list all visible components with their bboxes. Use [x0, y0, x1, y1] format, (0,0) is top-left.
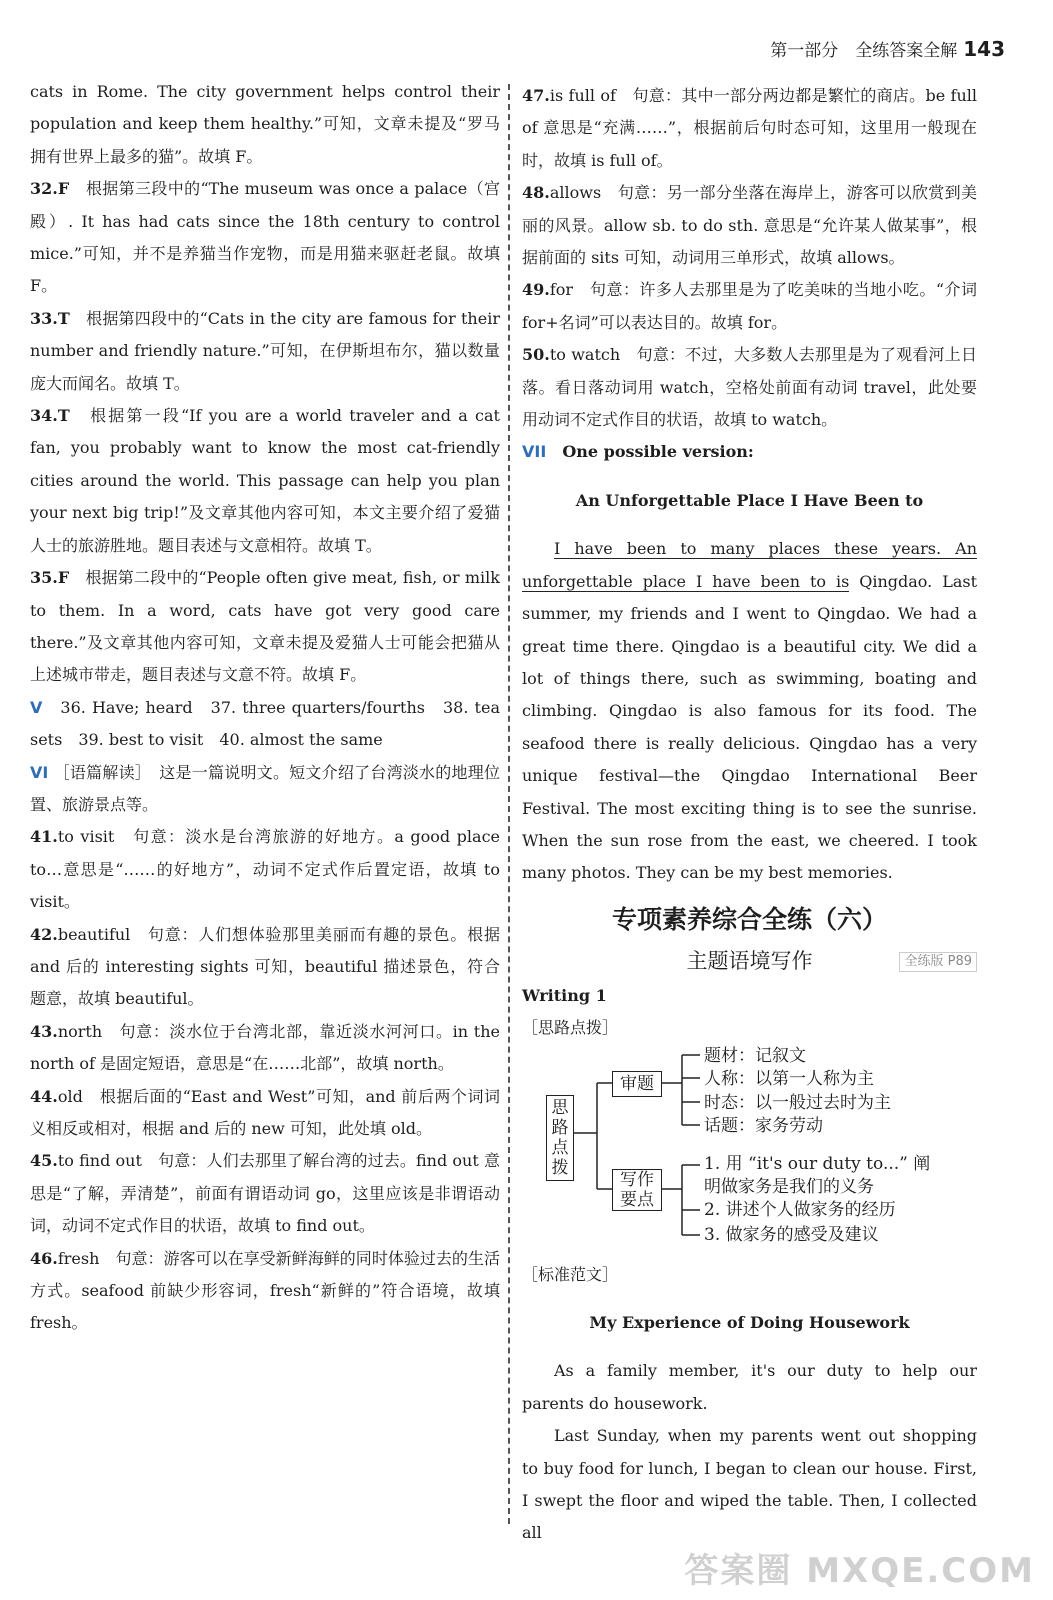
essay-underlined-text: I have been to many places these years. An unforgettable place I have been to is — [522, 539, 977, 591]
column-divider — [508, 84, 510, 1524]
writing-label: Writing 1 — [522, 985, 607, 1005]
header-title: 第一部分 全练答案全解 — [770, 41, 958, 61]
item-answer: to find out — [57, 1151, 142, 1171]
item-number: 33.T — [30, 308, 70, 328]
essay-rest-text: Qingdao. Last summer, my friends and I went to Qingdao. We had a great time there. Qingdao is a beautiful city. We did a lot of things there, such as swimming, boating and climbing. Qingdao is also famous for its food. The seafood there is really delicious. Qingdao has a very unique festival—the Qingdao International Beer Festival. The most exciting thing is to see the sunrise. When the sun rose from the east, we cheered. I took many photos. They can be my best memories. — [522, 571, 977, 883]
item-answer: north — [57, 1021, 103, 1041]
item-text: 句意：游客可以在享受新鲜海鲜的同时体验过去的生活方式。seafood 前缺少形容词，fresh“新鲜的”符合语境，故填 fresh。 — [30, 1248, 500, 1333]
answer-item-44 — [30, 1081, 500, 1146]
answer-item-35 — [30, 562, 500, 692]
section-v-text: 36. Have; heard 37. three quarters/fourths 38. tea sets 39. best to visit 40. almost the same — [30, 697, 500, 750]
answer-item-32 — [30, 173, 500, 303]
item-answer: to visit — [57, 827, 115, 847]
mindmap-branch-review: 审题 — [612, 1071, 662, 1097]
model-paragraph-1: As a family member, it's our duty to help our parents do housework. — [522, 1361, 977, 1413]
section-vii-text: One possible version: — [562, 442, 754, 462]
mindmap-leaf: 1. 用 “it's our duty to...” 阐明做家务是我们的义务 — [704, 1153, 931, 1197]
item-text: 根据后面的“East and West”可知，and 前后两个词词义相反或相对，根据 and 后的 new 可知，此处填 old。 — [30, 1086, 500, 1138]
section-title: 专项素养综合全练（六） — [611, 904, 887, 934]
section-vii — [522, 436, 977, 468]
item-text: 根据第三段中的“The museum was once a palace（宫殿）. It has had cats since the 18th century to control mice.”可知，并不是养猫当作宠物，而是用猫来驱赶老鼠。故填 F。 — [30, 179, 500, 296]
answer-item-45 — [30, 1145, 500, 1242]
page-header — [770, 36, 1005, 61]
section-v — [30, 692, 500, 757]
answer-item-34 — [30, 400, 500, 562]
left-column — [30, 76, 500, 1340]
intro-paragraph: cats in Rome. The city government helps control their population and keep them healthy.”可知，文章未提及“罗马拥有世界上最多的猫”。故填 F。 — [30, 82, 500, 166]
item-text: 根据第四段中的“Cats in the city are famous for their number and friendly nature.”可知，在伊斯坦布尔，猫以数量庞大而闻名。故填 T。 — [30, 308, 500, 393]
right-column — [522, 80, 977, 1550]
answer-item-33 — [30, 303, 500, 400]
item-text: 句意：淡水位于台湾北部，靠近淡水河河口。in the north of 是固定短语，意思是“在……北部”，故填 north。 — [30, 1021, 500, 1074]
item-number: 49. — [522, 280, 550, 300]
model-label: ［标准范文］ — [522, 1264, 619, 1284]
item-number: 50. — [522, 345, 550, 365]
answer-item-46 — [30, 1243, 500, 1340]
section-v-label: V — [30, 697, 43, 717]
item-text: 句意：人们想体验那里美丽而有趣的景色。根据 and 后的 interesting sights 可知，beautiful 描述景色，符合题意，故填 beautiful。 — [30, 924, 500, 1009]
item-answer: to watch — [549, 345, 621, 365]
item-number: 45. — [30, 1151, 58, 1171]
essay-title: An Unforgettable Place I Have Been to — [575, 490, 924, 510]
item-number: 47. — [522, 86, 550, 105]
mindmap — [522, 1045, 977, 1259]
mindmap-leaf: 题材：记叙文 — [704, 1045, 806, 1066]
section-vi-label: VI — [30, 762, 49, 782]
item-number: 43. — [30, 1021, 58, 1041]
item-answer: old — [57, 1086, 83, 1106]
item-text: 根据第一段“If you are a world traveler and a cat fan, you probably want to know the most cat-friendly cities around the world. This passage can help you plan your next big trip!”及文章其他内容可知，本文主要介绍了爱猫人士的旅游胜地。题目表述与文意相符。故填 T。 — [30, 406, 500, 555]
section-vii-label: VII — [522, 442, 547, 462]
sub-title: 主题语境写作 — [686, 948, 813, 973]
item-answer: beautiful — [57, 924, 131, 944]
mindmap-leaf: 人称：以第一人称为主 — [704, 1068, 874, 1089]
reference-tag: 全练版 P89 — [899, 952, 977, 972]
mindmap-root: 思路点拨 — [546, 1095, 574, 1181]
mindmap-leaf: 3. 做家务的感受及建议 — [704, 1224, 879, 1245]
item-text: 句意：不过，大多数人去那里是为了观看河上日落。看日落动词用 watch，空格处前面有动词 travel，此处要用动词不定式作目的状语，故填 to watch。 — [522, 345, 977, 430]
sub-title-row — [522, 942, 977, 980]
mindmap-leaf: 2. 讲述个人做家务的经历 — [704, 1199, 896, 1220]
answer-item-49 — [522, 274, 977, 339]
page-number: 143 — [963, 37, 1005, 61]
item-number: 42. — [30, 924, 58, 944]
item-text: 根据第二段中的“People often give meat, fish, or milk to them. In a word, cats have got very good care there.”及文章其他内容可知，文章未提及爱猫人士可能会把猫从上述城市带走，题目表述与文意不符。故填 F。 — [30, 568, 500, 685]
item-number: 32.F — [30, 179, 70, 199]
model-title: My Experience of Doing Housework — [589, 1312, 910, 1332]
item-text: 句意：淡水是台湾旅游的好地方。a good place to…意思是“……的好地方”，动词不定式作后置定语，故填 to visit。 — [30, 827, 501, 912]
item-number: 34.T — [30, 406, 70, 426]
item-number: 48. — [522, 183, 550, 203]
answer-item-48 — [522, 177, 977, 274]
item-number: 46. — [30, 1248, 58, 1268]
item-text: 句意：许多人去那里是为了吃美味的当地小吃。“介词 for+名词”可以表达目的。故填 for。 — [522, 280, 977, 332]
answer-item-41 — [30, 821, 500, 918]
item-text: 句意：另一部分坐落在海岸上，游客可以欣赏到美丽的风景。allow sb. to do sth. 意思是“允许某人做某事”，根据前面的 sits 可知，动词用三单形式，故填 allows。 — [522, 183, 977, 268]
section-vi — [30, 757, 500, 822]
essay-body — [522, 533, 977, 889]
mindmap-leaf: 话题：家务劳动 — [704, 1115, 823, 1136]
item-answer: for — [549, 280, 574, 300]
item-text: 句意：其中一部分两边都是繁忙的商店。be full of 意思是“充满……”，根据前后句时态可知，这里用一般现在时，故填 is full of。 — [522, 86, 977, 170]
watermark-logo: 答案圈 MXQE.COM — [684, 1551, 1035, 1591]
mindmap-leaf: 时态：以一般过去时为主 — [704, 1092, 891, 1113]
item-number: 41. — [30, 827, 58, 847]
answer-item-43 — [30, 1016, 500, 1081]
answer-item-47 — [522, 80, 977, 177]
item-text: 句意：人们去那里了解台湾的过去。find out 意思是“了解，弄清楚”，前面有谓语动词 go，这里应该是非谓语动词，动词不定式作目的状语，故填 to find out。 — [30, 1151, 500, 1236]
item-answer: allows — [549, 183, 602, 203]
model-paragraph-2: Last Sunday, when my parents went out shopping to buy food for lunch, I began to clean our house. First, I swept the floor and wiped the table. Then, I collected all — [522, 1426, 977, 1543]
answer-item-50 — [522, 339, 977, 436]
thought-label: ［思路点拨］ — [522, 1018, 619, 1038]
item-answer: is full of — [549, 86, 616, 105]
mindmap-branch-writing-points: 写作要点 — [612, 1169, 662, 1211]
item-number: 35.F — [30, 568, 70, 588]
item-number: 44. — [30, 1086, 58, 1106]
section-vi-text: ［语篇解读］ 这是一篇说明文。短文介绍了台湾淡水的地理位置、旅游景点等。 — [30, 762, 500, 814]
answer-item-42 — [30, 919, 500, 1016]
item-answer: fresh — [57, 1248, 100, 1268]
